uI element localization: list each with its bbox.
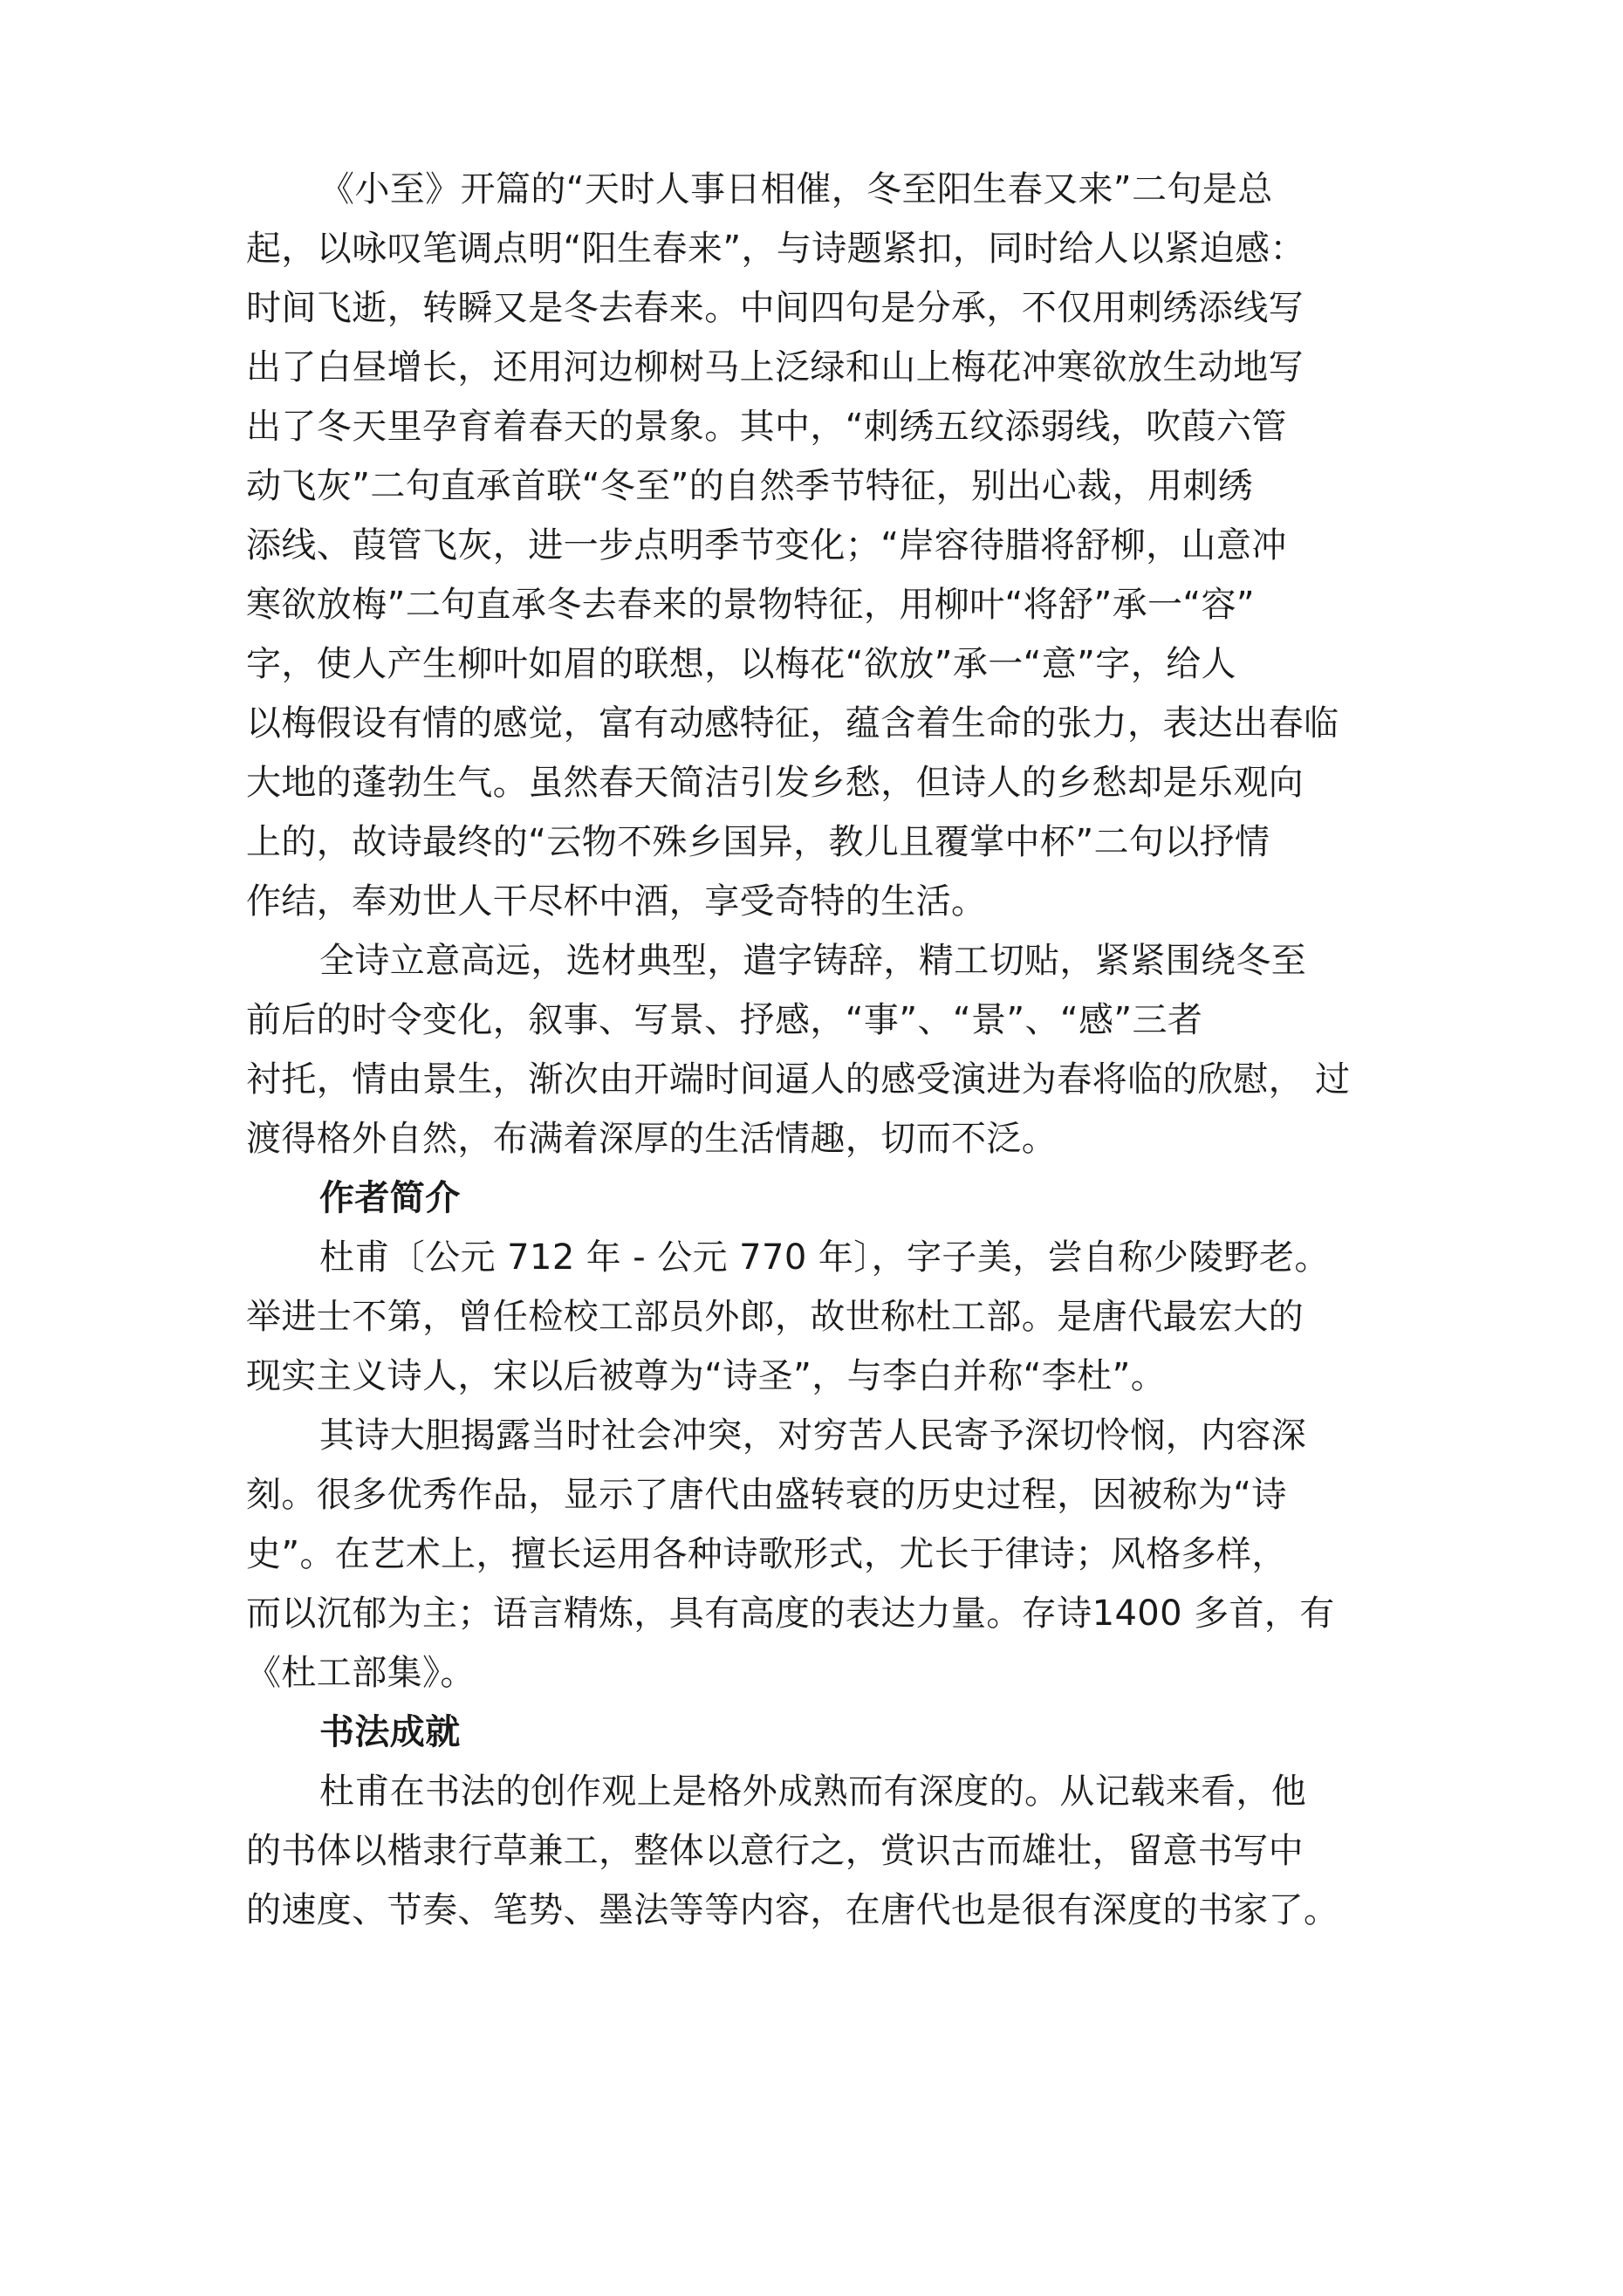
text-line: 现实主义诗人，宋以后被尊为“诗圣”，与李白并称“李杜”。 — [246, 1356, 1167, 1396]
text-line: 起，以咏叹笔调点明“阳生春来”，与诗题紧扣，同时给人以紧迫感： — [246, 229, 1305, 269]
text-line: 《杜工部集》。 — [246, 1653, 476, 1693]
section-heading: 书法成就 — [319, 1712, 461, 1752]
text-line: 时间飞逝，转瞬又是冬去春来。中间四句是分承，不仅用刺绣添线写 — [246, 288, 1304, 328]
text-line: 寒欲放梅”二句直承冬去春来的景物特征，用柳叶“将舒”承一“容” — [246, 585, 1256, 625]
text-line: 全诗立意高远，选材典型，遣字铸辞，精工切贴，紧紧围绕冬至 — [319, 941, 1307, 981]
text-line: 其诗大胆揭露当时社会冲突，对穷苦人民寄予深切怜悯，内容深 — [319, 1415, 1307, 1456]
paragraph-calligraphy — [246, 1762, 1398, 1940]
text-line: 而以沉郁为主；语言精炼，具有高度的表达力量。存诗1400 多首，有 — [246, 1593, 1335, 1634]
heading-author-intro — [246, 1169, 1398, 1228]
document-page — [246, 160, 1398, 1940]
text-line: 添线、葭管飞灰，进一步点明季节变化；“岸容待腊将舒柳，山意冲 — [246, 525, 1287, 565]
text-line: 杜甫在书法的创作观上是格外成熟而有深度的。从记载来看，他 — [319, 1772, 1307, 1812]
section-heading: 作者简介 — [319, 1178, 461, 1218]
text-line: 杜甫〔公元 712 年 - 公元 770 年〕，字子美，尝自称少陵野老。 — [319, 1237, 1330, 1278]
text-line: 的书体以楷隶行草兼工，整体以意行之，赏识古而雄壮，留意书写中 — [246, 1831, 1304, 1871]
text-line: 前后的时令变化，叙事、写景、抒感，“事”、“景”、“感”三者 — [246, 1000, 1203, 1040]
paragraph-poem-summary — [246, 931, 1398, 1169]
text-line: 衬托，情由景生，渐次由开端时间逼人的感受演进为春将临的欣慰， 过 — [246, 1059, 1351, 1100]
text-line: 的速度、节奏、笔势、墨法等等内容，在唐代也是很有深度的书家了。 — [246, 1890, 1339, 1930]
text-line: 刻。很多优秀作品，显示了唐代由盛转衰的历史过程，因被称为“诗 — [246, 1475, 1287, 1515]
text-line: 作结，奉劝世人干尽杯中酒，享受奇特的生活。 — [246, 881, 987, 922]
text-line: 字，使人产生柳叶如眉的联想，以梅花“欲放”承一“意”字，给人 — [246, 644, 1236, 684]
text-line: 出了冬天里孕育着春天的景象。其中，“刺绣五纹添弱线，吹葭六管 — [246, 407, 1287, 447]
text-line: 动飞灰”二句直承首联“冬至”的自然季节特征，别出心裁，用刺绣 — [246, 466, 1254, 506]
text-line: 大地的蓬勃生气。虽然春天简洁引发乡愁，但诗人的乡愁却是乐观向 — [246, 763, 1304, 803]
text-line: 《小至》开篇的“天时人事日相催，冬至阳生春又来”二句是总 — [319, 169, 1273, 209]
paragraph-author-works — [246, 1406, 1398, 1703]
paragraph-author-bio — [246, 1228, 1398, 1406]
heading-calligraphy — [246, 1703, 1398, 1762]
text-line: 渡得格外自然，布满着深厚的生活情趣，切而不泛。 — [246, 1119, 1058, 1159]
text-line: 史”。在艺术上，擅长运用各种诗歌形式，尤长于律诗；风格多样， — [246, 1534, 1287, 1574]
text-line: 举进士不第，曾任检校工部员外郎，故世称杜工部。是唐代最宏大的 — [246, 1297, 1304, 1337]
text-line: 以梅假设有情的感觉，富有动感特征，蕴含着生命的张力，表达出春临 — [246, 703, 1339, 744]
paragraph-poem-analysis — [246, 160, 1398, 931]
text-line: 出了白昼增长，还用河边柳树马上泛绿和山上梅花冲寒欲放生动地写 — [246, 347, 1304, 387]
text-line: 上的，故诗最终的“云物不殊乡国异，教儿且覆掌中杯”二句以抒情 — [246, 822, 1270, 862]
